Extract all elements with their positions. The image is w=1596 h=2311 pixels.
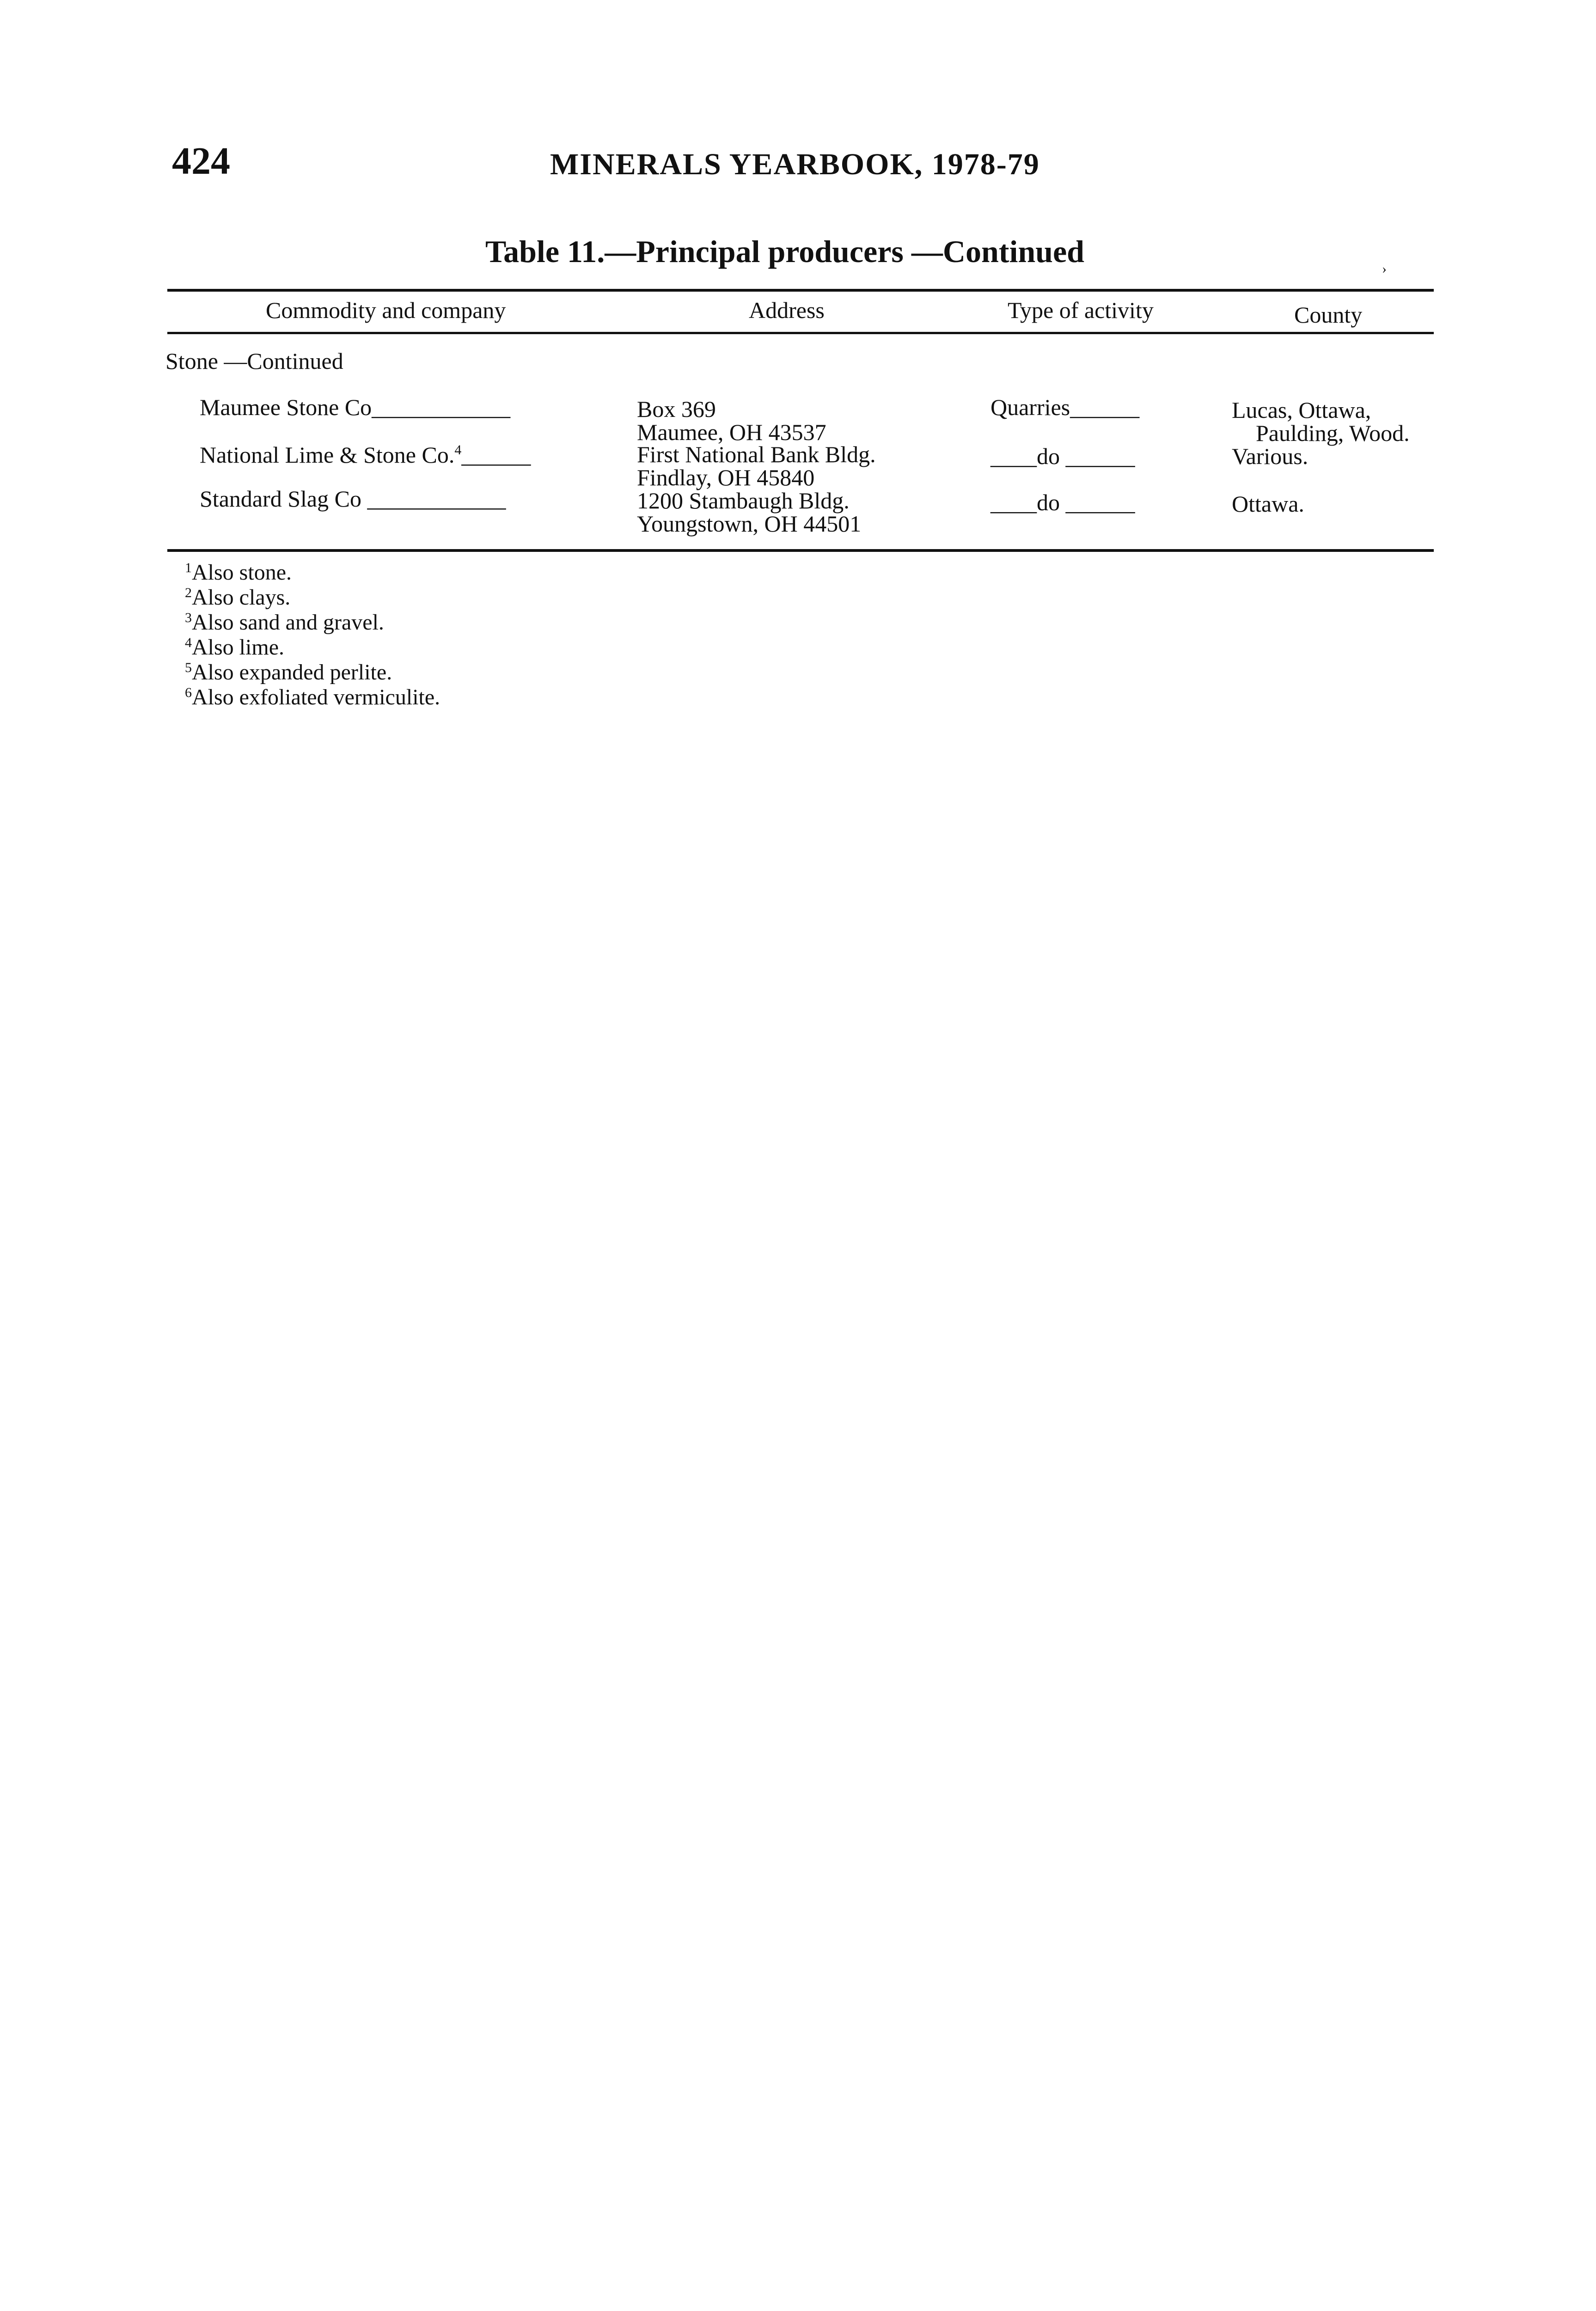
company-name	[200, 485, 506, 512]
table-bottom-rule	[167, 549, 1434, 552]
county	[1232, 398, 1410, 445]
column-header-county: County	[1294, 302, 1363, 328]
address-line: Box 369	[637, 396, 716, 422]
footnote-mark: 6	[185, 685, 192, 700]
company-address	[637, 443, 876, 489]
address-line: First National Bank Bldg.	[637, 441, 876, 467]
county-line: Lucas, Ottawa,	[1232, 397, 1371, 423]
footnote	[185, 685, 440, 710]
county-line: Ottawa.	[1232, 491, 1304, 517]
footnote	[185, 660, 440, 685]
dot-leader: ____________	[367, 486, 506, 512]
county-line: Various.	[1232, 443, 1309, 469]
company-name	[200, 394, 510, 421]
county-line: Paulding, Wood.	[1256, 420, 1410, 446]
column-header-activity: Type of activity	[1008, 297, 1154, 323]
address-line: Youngstown, OH 44501	[637, 511, 862, 537]
table-title: Table 11.—Principal producers —Continued	[485, 234, 1084, 269]
footnote-marker: 4	[454, 442, 462, 458]
footnote	[185, 635, 440, 660]
company-label: Maumee Stone Co	[200, 394, 372, 420]
dot-leader: ____________	[372, 394, 511, 420]
footnote-mark: 3	[185, 610, 192, 625]
address-line: Findlay, OH 45840	[637, 465, 815, 490]
footnote-text: Also lime.	[192, 635, 284, 660]
county	[1232, 445, 1308, 468]
footnote-mark: 1	[185, 560, 192, 575]
footnote-text: Also expanded perlite.	[192, 660, 392, 685]
activity-type: ____do ______	[991, 489, 1135, 515]
column-header-address: Address	[749, 297, 825, 323]
activity-type: ____do ______	[991, 443, 1135, 469]
company-address	[637, 489, 861, 535]
footnote	[185, 610, 440, 635]
stray-mark: ›	[1382, 261, 1387, 276]
activity-type: Quarries______	[991, 394, 1140, 420]
table-top-rule	[167, 289, 1434, 292]
company-label: Standard Slag Co	[200, 486, 361, 512]
footnote-mark: 2	[185, 585, 192, 600]
footnote-mark: 4	[185, 635, 192, 650]
address-line: Maumee, OH 43537	[637, 419, 826, 445]
footnote-text: Also exfoliated vermiculite.	[192, 685, 440, 709]
running-title: MINERALS YEARBOOK, 1978-79	[550, 147, 1040, 181]
column-header-commodity: Commodity and company	[266, 297, 506, 323]
company-address	[637, 397, 826, 444]
footnote-mark: 5	[185, 660, 192, 675]
table-header-rule	[167, 332, 1434, 334]
footnote-text: Also sand and gravel.	[192, 610, 384, 635]
address-line: 1200 Stambaugh Bldg.	[637, 488, 850, 514]
footnote	[185, 585, 440, 610]
county	[1232, 492, 1304, 515]
page-number: 424	[172, 140, 230, 183]
section-label: Stone —Continued	[165, 348, 343, 374]
footnote	[185, 560, 440, 585]
footnote-text: Also stone.	[192, 560, 292, 585]
footnote-text: Also clays.	[192, 585, 291, 610]
dot-leader: ______	[461, 442, 531, 468]
footnotes	[185, 560, 440, 710]
company-label: National Lime & Stone Co.	[200, 442, 455, 468]
company-name	[200, 441, 531, 468]
